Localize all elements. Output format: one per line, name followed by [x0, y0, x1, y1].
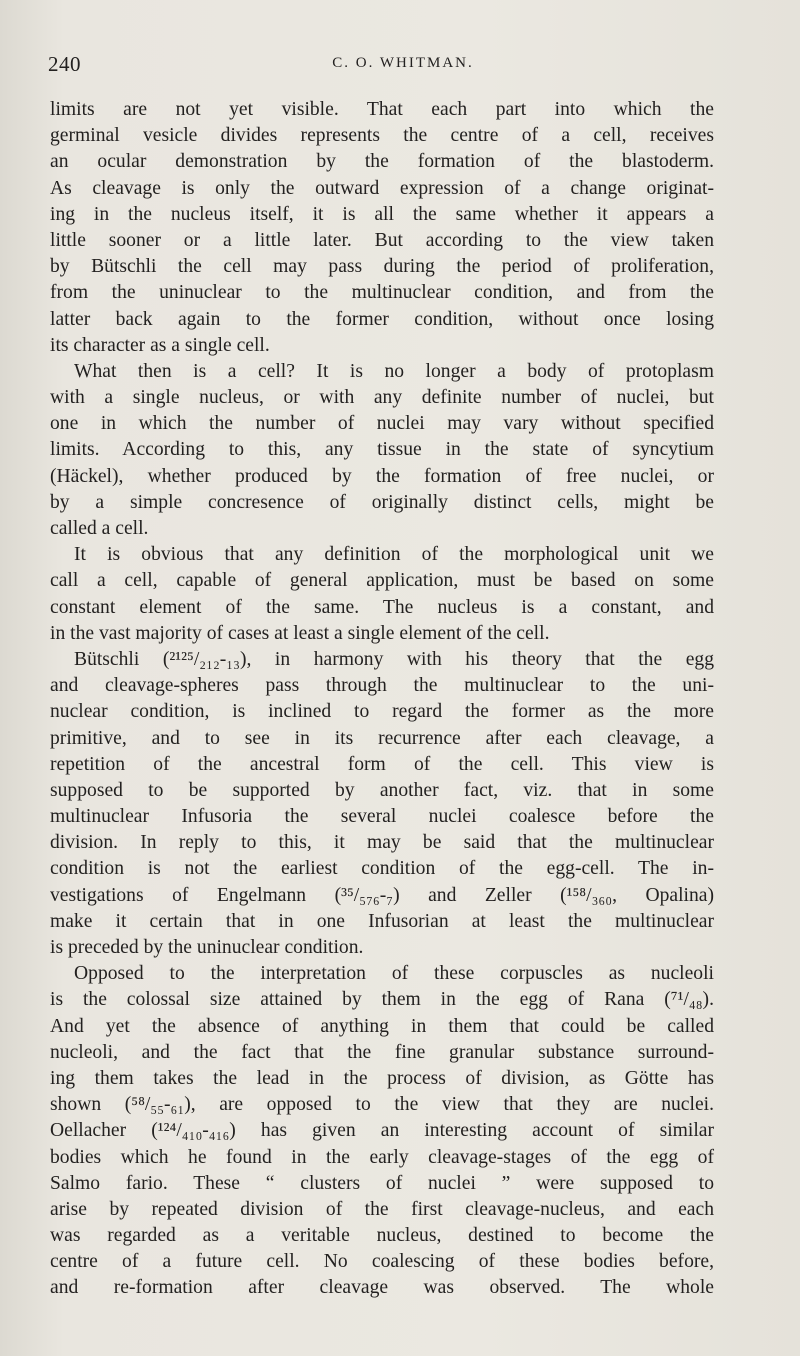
- text-line: by Bütschli the cell may pass during the period of proliferation,: [50, 256, 714, 278]
- text-line: ing them takes the lead in the process of division, as Götte has: [50, 1067, 714, 1089]
- text-line: constant element of the same. The nucleus is a constant, and: [50, 596, 714, 618]
- text-line: an ocular demonstration by the formation of the blastoderm.: [50, 151, 714, 173]
- text-line: nuclear condition, is inclined to regard the former as the more: [50, 701, 714, 723]
- text-line: limits are not yet visible. That each part into which the: [50, 99, 714, 120]
- text-line: (Häckel), whether produced by the formation of free nuclei, or: [50, 465, 714, 487]
- text-line: call a cell, capable of general application, must be based on some: [50, 570, 714, 592]
- text-line: and cleavage-spheres pass through the multinuclear to the uni-: [50, 675, 714, 697]
- text-line: one in which the number of nuclei may vary without specified: [50, 413, 714, 435]
- body-text: [50, 97, 714, 1302]
- text-line: nucleoli, and the fact that the fine granular substance surround-: [50, 1041, 714, 1063]
- text-line: As cleavage is only the outward expression of a change originat-: [50, 177, 714, 199]
- text-line: Bütschli (²¹²⁵/₂₁₂‑₁₃), in harmony with his theory that the egg: [74, 648, 714, 670]
- text-line: vestigations of Engelmann (³⁵/₅₇₆‑₇) and Zeller (¹⁵⁸/₃₆₀, Opalina): [50, 884, 714, 906]
- text-line: is preceded by the uninuclear condition.: [50, 937, 364, 958]
- text-line: supposed to be supported by another fact, viz. that in some: [50, 779, 714, 801]
- text-line: with a single nucleus, or with any definite number of nuclei, but: [50, 387, 714, 409]
- text-line: and re-formation after cleavage was observed. The whole: [50, 1277, 714, 1299]
- text-line: from the uninuclear to the multinuclear condition, and from the: [50, 282, 714, 304]
- text-line: It is obvious that any definition of the morphological unit we: [74, 544, 714, 566]
- text-line: centre of a future cell. No coalescing of these bodies before,: [50, 1251, 714, 1273]
- text-line: germinal vesicle divides represents the centre of a cell, receives: [50, 125, 714, 147]
- text-line: And yet the absence of anything in them that could be called: [50, 1015, 714, 1037]
- text-line: multinuclear Infusoria the several nuclei coalesce before the: [50, 806, 714, 828]
- text-line: latter back again to the former condition, without once losing: [50, 308, 714, 330]
- text-line: little sooner or a little later. But according to the view taken: [50, 229, 714, 251]
- text-line: shown (⁵⁸/₅₅‑₆₁), are opposed to the view that they are nuclei.: [50, 1094, 714, 1116]
- text-line: make it certain that in one Infusorian at least the multinuclear: [50, 910, 714, 932]
- text-line: was regarded as a veritable nucleus, destined to become the: [50, 1225, 714, 1247]
- text-line: ing in the nucleus itself, it is all the same whether it appears a: [50, 203, 714, 225]
- text-line: arise by repeated division of the first cleavage-nucleus, and each: [50, 1198, 714, 1220]
- text-line: division. In reply to this, it may be said that the multinuclear: [50, 832, 714, 854]
- text-line: limits. According to this, any tissue in the state of syncytium: [50, 439, 714, 461]
- text-line: primitive, and to see in its recurrence after each cleavage, a: [50, 727, 714, 749]
- text-line: What then is a cell? It is no longer a body of protoplasm: [74, 360, 714, 382]
- text-line: is the colossal size attained by them in the egg of Rana (⁷¹/₄₈).: [50, 989, 714, 1011]
- text-line: Oellacher (¹²⁴/₄₁₀‑₄₁₆) has given an interesting account of similar: [50, 1120, 714, 1142]
- text-line: Salmo fario. These “ clusters of nuclei ” were supposed to: [50, 1172, 714, 1194]
- text-line: in the vast majority of cases at least a single element of the cell.: [50, 622, 550, 644]
- text-line: condition is not the earliest condition of the egg-cell. The in-: [50, 858, 714, 880]
- running-head: C. O. WHITMAN.: [332, 55, 474, 71]
- text-line: its character as a single cell.: [50, 334, 270, 356]
- page-number: 240: [48, 52, 81, 76]
- text-line: called a cell.: [50, 518, 149, 539]
- text-line: by a simple concresence of originally distinct cells, might be: [50, 491, 714, 513]
- text-line: Opposed to the interpretation of these corpuscles as nucleoli: [74, 963, 714, 985]
- page-header: [48, 52, 718, 82]
- text-line: bodies which he found in the early cleavage-stages of the egg of: [50, 1146, 714, 1168]
- text-line: repetition of the ancestral form of the cell. This view is: [50, 753, 714, 775]
